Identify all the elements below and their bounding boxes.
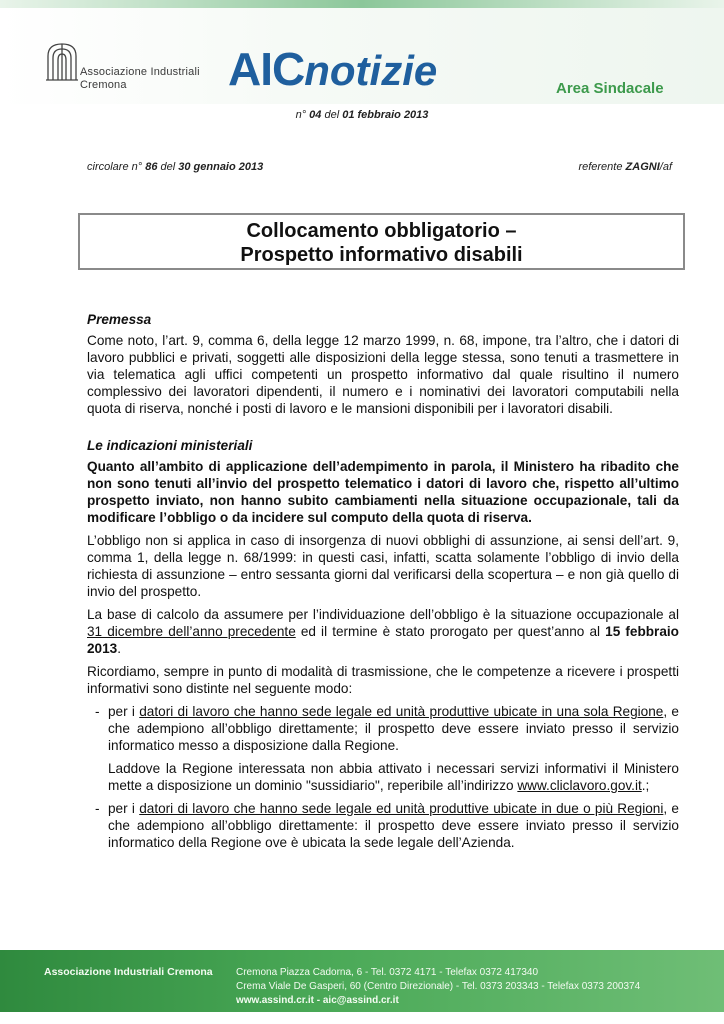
title-line2: Prospetto informativo disabili: [240, 244, 523, 266]
bullet2-paragraph: [108, 800, 679, 851]
circular-date: 30 gennaio 2013: [178, 161, 264, 173]
paragraph-ricordiamo: Ricordiamo, sempre in punto di modalità di trasmissione, che le competenze a ricevere i prospetti informativi sono distinte nel seguente modo:: [87, 664, 679, 696]
circular-number: 86: [145, 161, 158, 173]
association-name: [80, 66, 200, 92]
dash-bullet: -: [95, 704, 100, 719]
premessa-paragraph: Come noto, l’art. 9, comma 6, della legge 12 marzo 1999, n. 68, impone, tra l’altro, che i datori di lavoro pubblici e privati, soggetti alle disposizioni della legge stessa, sono tenuti a trasmettere in via telematica agli uffici competenti un prospetto informativo dal quale risultino il numero complessivo dei lavoratori dipendenti, il numero e i nominativi dei lavoratori computabili nella quota di riserva, nonché i posti di lavoro e le mansioni disponibili per i lavoratori disabili.: [87, 333, 679, 416]
footer-line1: Cremona Piazza Cadorna, 6 - Tel. 0372 4171 - Telefax 0372 417340: [236, 967, 539, 978]
top-band: [0, 0, 724, 8]
footer-association: Associazione Industriali Cremona: [44, 966, 213, 978]
bullet2-text-b: , e che adempiono all’obbligo direttamente: il prospetto deve essere inviato presso il servizio informatico della Regione ove è ubicata la sede legale dell’Azienda.: [108, 801, 679, 850]
brand-notizie: notizie: [304, 47, 438, 94]
association-name-line1: Associazione Industriali: [80, 66, 200, 78]
footer-band: [0, 950, 724, 1012]
title-line1: Collocamento obbligatorio –: [246, 220, 517, 242]
bullet1-p2-text-b: .;: [641, 778, 650, 793]
bullet1-text-b: , e che adempiono all’obbligo direttamente; il prospetto deve essere inviato presso il servizio informatico messo a disposizione dalla Regione.: [108, 704, 679, 753]
dash-bullet: -: [95, 801, 100, 816]
footer-contacts: [236, 966, 640, 1008]
p3-text-b: ed il termine è stato prorogato per quest’anno al: [295, 624, 606, 639]
issue-prefix: n°: [295, 109, 310, 121]
bullet1-underlined: datori di lavoro che hanno sede legale ed unità produttive ubicate in una sola Regione: [139, 704, 664, 719]
document-body: [87, 311, 679, 857]
bullet2-text-a: per i: [108, 801, 140, 816]
bullet1-paragraph: [108, 703, 679, 754]
lead-paragraph: Quanto all’ambito di applicazione dell’adempimento in parola, il Ministero ha ribadito che non sono tenuti all’invio del prospetto telematico i datori di lavoro che, rispetto all’ultimo prospetto inviato, non hanno subito cambiamenti nella situazione occupazionale, tali da modificare l’obbligo o da incidere sul computo della quota di riserva.: [87, 459, 679, 525]
p3-underlined: 31 dicembre dell’anno precedente: [87, 624, 296, 639]
association-name-line2: Cremona: [80, 79, 127, 91]
paragraph-obbligo: L’obbligo non si applica in caso di insorgenza di nuovi obblighi di assunzione, ai sensi dell’art. 9, comma 1, della legge n. 68/1999: in questi casi, infatti, scatta solamente l’obbligo di invio della richiesta di assunzione – entro sessanta giorni dal verificarsi della scopertura – e non già quello di invio del prospetto.: [87, 533, 679, 599]
paragraph-base-calcolo: [87, 606, 679, 657]
brand-logo: [228, 43, 438, 95]
heading-indicazioni: Le indicazioni ministeriali: [87, 438, 253, 453]
issue-mid: del: [321, 109, 343, 121]
bullet2-underlined: datori di lavoro che hanno sede legale ed unità produttive ubicate in due o più Regioni: [139, 801, 664, 816]
footer-line2: Crema Viale De Gasperi, 60 (Centro Direzionale) - Tel. 0373 203343 - Telefax 0373 200374: [236, 981, 641, 992]
brand-aic: AIC: [228, 43, 305, 95]
circular-mid: del: [157, 161, 179, 173]
area-label: Area Sindacale: [556, 80, 664, 97]
referent-prefix: referente: [578, 161, 626, 173]
list-item: [87, 703, 679, 794]
p3-text-a: La base di calcolo da assumere per l’individuazione dell’obbligo è la situazione occupazionale al: [87, 607, 679, 622]
heading-premessa: Premessa: [87, 312, 152, 327]
bullet1-text-a: per i: [108, 704, 140, 719]
document-title-box: [78, 213, 685, 270]
footer-web[interactable]: www.assind.cr.it - aic@assind.cr.it: [236, 995, 399, 1006]
circular-reference: [87, 161, 263, 173]
section-gap: [87, 423, 679, 437]
bullet1-p2-text-a: Laddove la Regione interessata non abbia attivato i necessari servizi informativi il Ministero mette a disposizione un dominio "sussidiario", reperibile all’indirizzo: [108, 761, 679, 793]
association-logo-icon: [44, 40, 80, 84]
issue-number: 04: [309, 109, 322, 121]
p3-text-c: .: [117, 641, 122, 656]
referent-name: ZAGNI: [625, 161, 660, 173]
issue-line: [0, 109, 724, 121]
circular-prefix: circolare n°: [87, 161, 146, 173]
issue-date: 01 febbraio 2013: [342, 109, 429, 121]
p3-deadline: 15 febbraio 2013: [87, 624, 679, 656]
cliclavoro-link[interactable]: www.cliclavoro.gov.it: [517, 778, 642, 793]
bullet1-paragraph2: [108, 760, 679, 794]
list-item: [87, 800, 679, 851]
referent-suffix: /af: [659, 161, 672, 173]
referent: [578, 161, 672, 173]
